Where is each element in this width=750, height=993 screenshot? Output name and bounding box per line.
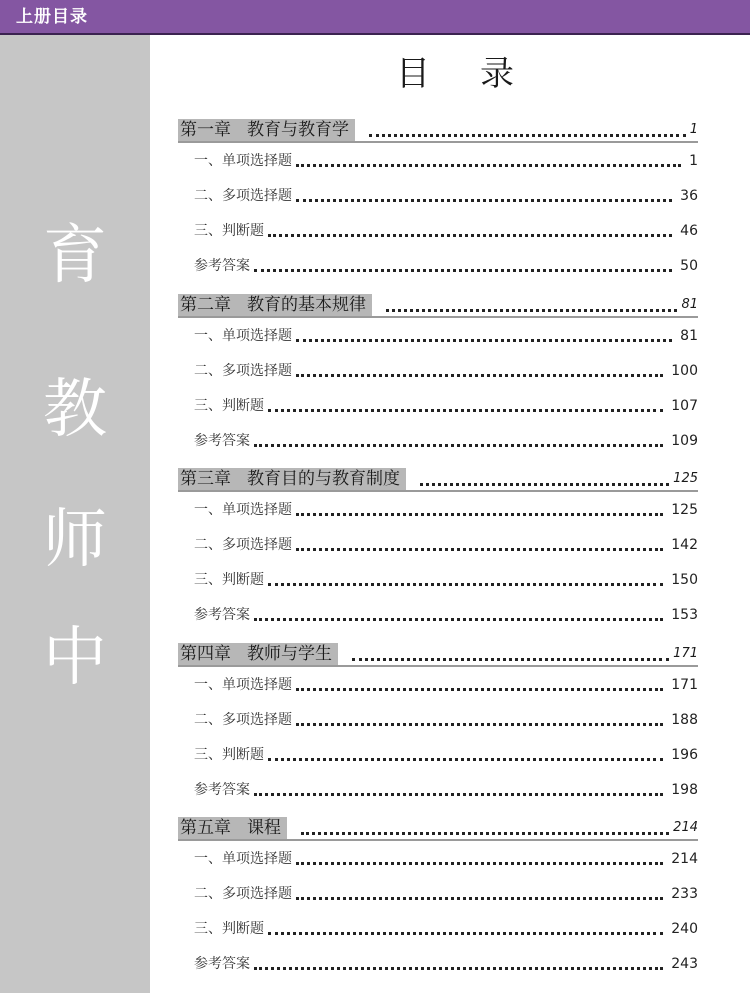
chapter-title: 课程 <box>247 818 281 838</box>
dot-leader <box>301 822 669 835</box>
chapter-heading <box>178 468 406 490</box>
section-entry[interactable] <box>194 431 698 451</box>
chapter-underline <box>178 141 698 143</box>
chapter-underline <box>178 839 698 841</box>
chapter-page-number: 1 <box>689 122 698 137</box>
section-title: 二、多项选择题 <box>194 886 292 902</box>
chapter-page-number: 81 <box>681 297 698 312</box>
dot-leader <box>352 648 669 661</box>
chapter-heading <box>178 817 287 839</box>
dot-leader <box>296 682 663 691</box>
chapter-number: 第三章 <box>180 469 231 489</box>
section-title: 参考答案 <box>194 258 250 274</box>
section-page-number: 196 <box>671 747 698 763</box>
section-title: 一、单项选择题 <box>194 851 292 867</box>
section-entry[interactable] <box>194 954 698 974</box>
section-page-number: 100 <box>671 363 698 379</box>
chapter-entry[interactable] <box>178 817 698 841</box>
section-page-number: 1 <box>689 153 698 169</box>
section-entry[interactable] <box>194 570 698 590</box>
chapter-heading <box>178 119 355 141</box>
header-bar <box>0 0 750 35</box>
section-page-number: 233 <box>671 886 698 902</box>
section-title: 二、多项选择题 <box>194 537 292 553</box>
dot-leader <box>386 299 677 312</box>
chapter-entry[interactable] <box>178 468 698 492</box>
section-page-number: 50 <box>680 258 698 274</box>
page-title: 目录 <box>396 54 564 94</box>
chapter-heading <box>178 643 338 665</box>
chapter-heading <box>178 294 372 316</box>
dot-leader <box>296 891 663 900</box>
dot-leader <box>254 438 663 447</box>
dot-leader <box>254 263 672 272</box>
header-title: 上册目录 <box>16 7 88 27</box>
chapter-page-number: 125 <box>673 471 698 486</box>
chapter-page-number: 214 <box>673 820 698 835</box>
chapter-title: 教育目的与教育制度 <box>247 469 400 489</box>
section-entry[interactable] <box>194 186 698 206</box>
chapter-number: 第五章 <box>180 818 231 838</box>
dot-leader <box>296 333 672 342</box>
dot-leader <box>268 577 663 586</box>
section-page-number: 125 <box>671 502 698 518</box>
chapter-title: 教育与教育学 <box>247 120 349 140</box>
section-entry[interactable] <box>194 605 698 625</box>
section-page-number: 243 <box>671 956 698 972</box>
section-entry[interactable] <box>194 535 698 555</box>
dot-leader <box>296 368 663 377</box>
section-title: 三、判断题 <box>194 747 264 763</box>
chapter-entry[interactable] <box>178 643 698 667</box>
dot-leader <box>296 542 663 551</box>
chapter-underline <box>178 665 698 667</box>
section-entry[interactable] <box>194 710 698 730</box>
section-entry[interactable] <box>194 361 698 381</box>
chapter-number: 第四章 <box>180 644 231 664</box>
chapter-number: 第一章 <box>180 120 231 140</box>
section-entry[interactable] <box>194 396 698 416</box>
section-page-number: 46 <box>680 223 698 239</box>
section-title: 参考答案 <box>194 433 250 449</box>
dot-leader <box>296 856 663 865</box>
section-entry[interactable] <box>194 919 698 939</box>
section-entry[interactable] <box>194 675 698 695</box>
section-page-number: 153 <box>671 607 698 623</box>
dot-leader <box>268 752 663 761</box>
section-title: 一、单项选择题 <box>194 153 292 169</box>
section-title: 三、判断题 <box>194 572 264 588</box>
dot-leader <box>254 787 663 796</box>
dot-leader <box>254 612 663 621</box>
section-entry[interactable] <box>194 221 698 241</box>
section-entry[interactable] <box>194 745 698 765</box>
sidebar-char: 师 <box>43 503 107 577</box>
chapter-entry[interactable] <box>178 294 698 318</box>
section-entry[interactable] <box>194 780 698 800</box>
section-entry[interactable] <box>194 326 698 346</box>
section-page-number: 36 <box>680 188 698 204</box>
sidebar-char: 育 <box>43 219 107 293</box>
chapter-entry[interactable] <box>178 119 698 143</box>
chapter-underline <box>178 490 698 492</box>
section-title: 参考答案 <box>194 607 250 623</box>
section-page-number: 198 <box>671 782 698 798</box>
dot-leader <box>420 473 669 486</box>
section-page-number: 240 <box>671 921 698 937</box>
chapter-number: 第二章 <box>180 295 231 315</box>
section-page-number: 142 <box>671 537 698 553</box>
section-page-number: 214 <box>671 851 698 867</box>
section-entry[interactable] <box>194 151 698 171</box>
sidebar-char: 中 <box>43 621 107 695</box>
chapter-title: 教师与学生 <box>247 644 332 664</box>
chapter-title: 教育的基本规律 <box>247 295 366 315</box>
dot-leader <box>296 717 663 726</box>
dot-leader <box>296 507 663 516</box>
sidebar-banner <box>0 35 150 993</box>
dot-leader <box>268 403 663 412</box>
section-title: 一、单项选择题 <box>194 328 292 344</box>
section-title: 三、判断题 <box>194 223 264 239</box>
chapter-underline <box>178 316 698 318</box>
section-title: 一、单项选择题 <box>194 502 292 518</box>
section-entry[interactable] <box>194 849 698 869</box>
section-title: 参考答案 <box>194 956 250 972</box>
dot-leader <box>369 124 686 137</box>
section-title: 参考答案 <box>194 782 250 798</box>
section-page-number: 109 <box>671 433 698 449</box>
section-page-number: 171 <box>671 677 698 693</box>
section-title: 二、多项选择题 <box>194 188 292 204</box>
dot-leader <box>268 926 663 935</box>
section-title: 三、判断题 <box>194 921 264 937</box>
dot-leader <box>296 158 681 167</box>
section-title: 二、多项选择题 <box>194 712 292 728</box>
section-page-number: 150 <box>671 572 698 588</box>
section-entry[interactable] <box>194 884 698 904</box>
section-title: 一、单项选择题 <box>194 677 292 693</box>
section-entry[interactable] <box>194 500 698 520</box>
section-title: 三、判断题 <box>194 398 264 414</box>
sidebar-char: 教 <box>43 373 107 447</box>
chapter-page-number: 171 <box>673 646 698 661</box>
dot-leader <box>268 228 672 237</box>
section-page-number: 81 <box>680 328 698 344</box>
dot-leader <box>296 193 672 202</box>
section-title: 二、多项选择题 <box>194 363 292 379</box>
dot-leader <box>254 961 663 970</box>
section-page-number: 107 <box>671 398 698 414</box>
section-page-number: 188 <box>671 712 698 728</box>
section-entry[interactable] <box>194 256 698 276</box>
